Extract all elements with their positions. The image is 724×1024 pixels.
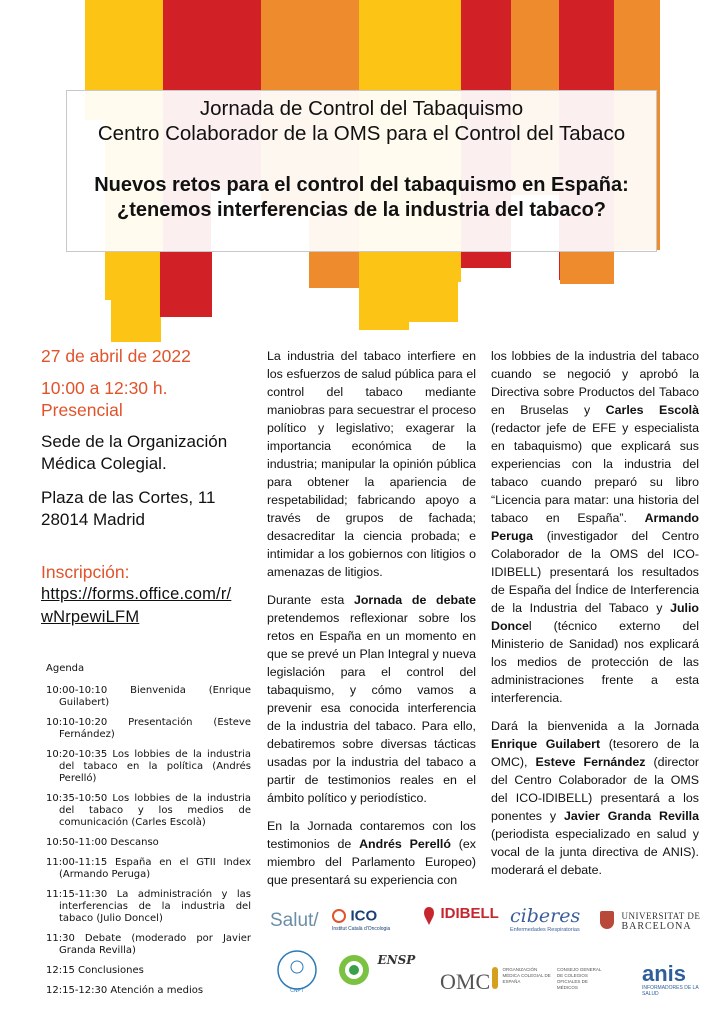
paragraph-welcome: Dará la bienvenida a la Jornada Enrique Guilabert (tesorero de la OMC), Esteve Fernández (director del Centro Colaborador de la OMS del ICO-IDIBELL) presentará a los ponentes y Javier Granda Revilla (periodista especializado en salud y vocal de la junta directiva de ANIS). moderará el debate. [491,719,699,877]
speaker-doncel: Julio Donce [491,601,699,633]
event-mode: Presencial [41,400,123,420]
agenda-item: 11:30 Debate (moderado por Javier Granda Revilla) [46,933,251,956]
registration-label: Inscripción: [41,562,130,582]
event-time-block [41,377,256,421]
agenda-item: 10:50-11:00 Descanso [46,837,159,848]
speaker-perello-desc: (ex miembro del Parlamento Europeo) que presentará su experiencia con [267,837,476,887]
speaker-escola: Carles Escolà [605,403,699,417]
ciberes-logo: ciberes Enfermedades Respiratorias [510,905,581,933]
event-date: 27 de abril de 2022 [41,346,191,366]
host-fernandez: Esteve Fernández [535,755,646,769]
speaker-perello: Andrés Perelló [359,837,451,851]
cnpt-logo: CNPT [276,949,318,994]
cgcom-logo: ORGANIZACIÓN MÉDICA COLEGIAL DE ESPAÑA CONSEJO GENERAL DE COLEGIOS OFICIALES DE MÉDICOS [492,967,612,991]
event-address [41,487,256,531]
paragraph-speakers-cont: los lobbies de la industria del tabaco cuando se negoció y aprobó la Directiva sobre Productos del Tabaco en Bruselas y Carles Escolà (redactor jefe de EFE y especialista en tabaquismo) que explicará sus experiencias con la industria del tabaco cuando preparó su libro “Licencia para matar: una historia del tabaco en España”. Armando Peruga (investigador del Centro Colaborador de la OMS del ICO-IDIBELL) presentará los resultados de España del Índice de Interferencia de la Industria del Tabaco y Julio Doncel (técnico externo del Ministerio de Sanidad) nos explicará los medios de protección de las administraciones frente a esta interferencia. [491,349,699,705]
title-line-1: Jornada de Control del Tabaquismo [199,97,524,120]
agenda-item: 12:15-12:30 Atención a medios [46,985,204,996]
speaker-peruga: Armando Peruga [491,511,699,543]
highlight-jornada: Jornada de debate [353,593,476,607]
address-line-2: 28014 Madrid [41,510,145,529]
agenda-item: 10:35-10:50 Los lobbies de la industria del tabaco y los medios de comunicación (Carles Escolà) [46,793,251,828]
body-column-1 [267,347,476,889]
venue-line-2: Médica Colegial. [41,454,167,473]
agenda-heading: Agenda [46,663,85,674]
omc-logo: OMC [440,969,491,994]
paragraph-debate: Durante esta Jornada de debate pretendemos reflexionar sobre los retos en España en un momento en que se prevé un Plan Integral y nueva legislación para el control del tabaquismo, y cómo vamos a prevenir esa conocida interferencia de la industria del tabaco. Para ello, debatiremos sobre diversas tácticas usadas por la industria del tabaco a partir de testimonios reales en el ámbito político y periodístico. [267,593,476,805]
subtitle-line-2: ¿tenemos interferencias de la industria del tabaco? [116,199,607,221]
event-title [67,96,656,146]
sponsor-logos [270,905,710,1020]
banner-bar [160,252,212,317]
title-box [66,90,657,252]
subtitle-line-1: Nuevos retos para el control del tabaquismo en España: [94,174,629,196]
agenda-item: 10:20-10:35 Los lobbies de la industria del tabaco en la política (Andrés Perelló) [46,749,251,784]
registration-link-line-2[interactable]: wNrpewiLFM [41,608,140,626]
paragraph-speakers: En la Jornada contaremos con los testimonios de Andrés Perelló (ex miembro del Parlamento Europeo) que presentará su experiencia con [267,819,476,887]
agenda [46,663,251,1005]
caduceus-icon [492,967,498,989]
venue-line-1: Sede de la Organización [41,432,228,451]
header-banner [0,0,724,350]
ico-logo: ICO Institut Català d'Oncologia [332,907,391,932]
paragraph-intro: La industria del tabaco interfiere en los esfuerzos de salud pública para el control del tabaco mediante maniobras para secuestrar el proceso político y legislativo; exagerar la importancia económica de la industria; manipular la opinión pública para obtener la apariencia de respetabilidad; fabricando apoyo a través de grupos de fachada; desacreditar la ciencia probada; e intimidar a los gobiernos con litigios o amenazas de litigios. [267,349,476,579]
ub-logo: UNIVERSITAT DE BARCELONA [600,911,700,932]
registration-link[interactable] [41,583,256,629]
banner-bar [111,252,161,342]
event-venue [41,431,256,475]
ub-shield-icon [600,911,614,929]
body-column-2 [491,347,699,889]
event-info [41,346,256,629]
anis-logo: anis INFORMADORES DE LA SALUD [642,961,699,997]
registration-link-line-1[interactable]: https://forms.office.com/r/ [41,585,232,603]
event-subtitle [67,173,656,223]
idibell-logo: IDIBELL [422,905,499,932]
salut-logo: Salut/ [270,910,319,931]
ensp-logo: ENSP [335,953,415,992]
ensp-globe-icon [335,953,373,987]
host-guilabert: Enrique Guilabert [491,737,601,751]
event-time: 10:00 a 12:30 h. [41,378,168,398]
title-line-2: Centro Colaborador de la OMS para el Control del Tabaco [97,122,626,145]
agenda-item: 12:15 Conclusiones [46,965,144,976]
idibell-icon [422,905,436,927]
ico-icon [332,909,346,923]
banner-bar [408,252,458,322]
agenda-item: 11:00-11:15 España en el GTII Index (Armando Peruga) [46,857,251,880]
address-line-1: Plaza de las Cortes, 11 [41,488,216,507]
agenda-item: 11:15-11:30 La administración y las interferencias de la industria del tabaco (Julio Doncel) [46,889,251,924]
agenda-item: 10:00-10:10 Bienvenida (Enrique Guilabert) [46,685,251,708]
moderator-granda: Javier Granda Revilla [564,809,699,823]
banner-bar [560,252,614,284]
cnpt-icon [276,949,318,991]
agenda-item: 10:10-10:20 Presentación (Esteve Fernández) [46,717,251,740]
